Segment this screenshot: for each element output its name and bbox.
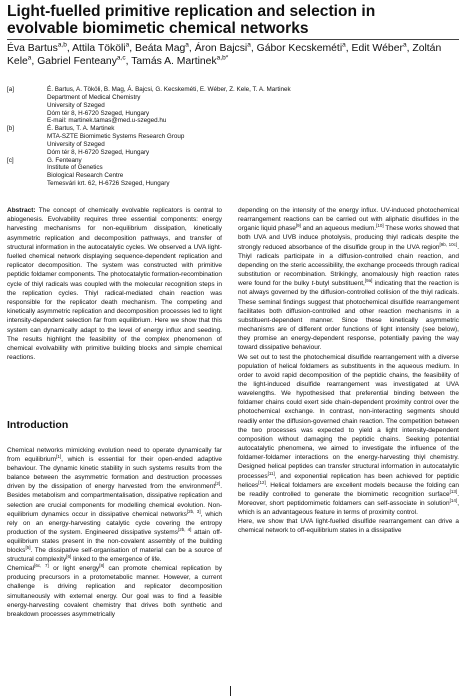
page-number-mark [230, 686, 231, 696]
paragraph: Chemical networks mimicking evolution need to operate dynamically far from equilibrium[1], which is essential for their open-ended adaptive behaviour. The dynamic kinetic stability in such systems results from the balance between the asymmetric formation and destruction processes driven by the dissipation of energy harvested from the environment[2]. Besides metabolism and compartmentalisation, dissipative replication and selection are crucial components for modelling chemical evolution. Non-equilibrium dynamics occur in dissipative chemical networks[2b, 3], which rely on an energy-harvesting catalytic cycle covering the entropy production of the system. Engineered dissipative systems[2b, 4] attain off-equilibrium states present in the non-covalent assembly of the building blocks[5]. The dissipative self-organisation of material can be a source of structural complexity[6] linked to the emergence of life. [7, 447, 223, 564]
citation-ref: [2b, 3] [186, 508, 201, 514]
citation-ref: [6c, 7] [34, 563, 49, 569]
author-affiliation-mark: a [247, 41, 251, 49]
author-affiliation-mark: a,c [116, 54, 126, 62]
citation-ref: [6] [66, 553, 72, 559]
affiliation-line: Dóm tér 8, H-6720 Szeged, Hungary [47, 109, 150, 117]
citation-ref: [9b, 10c] [439, 241, 458, 247]
affiliation-line: Department of Medical Chemistry [47, 93, 141, 101]
paper-title: Light-fuelled primitive replication and selection in evolvable biomimetic chemical networks [7, 3, 376, 37]
author-name: Attila Tököli [72, 43, 126, 54]
paragraph: Chemical[6c, 7] or light energy[8] can promote chemical replication by producing precursors in a protometabolic manner. However, a current challenge is driving replication and replicator decomposition simultaneously with external energy. Our goal was to find a feasible energy-harvesting covalent chemistry that drives both synthetic and breakdown processes asymmetrically [7, 563, 222, 618]
author-affiliation-mark: a [342, 41, 346, 49]
paragraph: Here, we show that UVA light-fuelled disulfide rearrangement can drive a chemical network to off-equilibrium states in a dissipative [238, 518, 459, 535]
author-affiliation-mark: a [402, 41, 407, 49]
affiliation-line: G. Fenteany [47, 156, 82, 164]
citation-ref: [2] [215, 481, 221, 487]
abstract-text: The concept of chemically evolvable replicators is central to abiogenesis. Evolvability requires three essential components: energy harvesting mechanisms for non-equilibrium dissipation, kinetically asymmetric replication and decomposition pathways, and transfer of structural information in the autocatalytic cycles. We observed a UVA light-fuelled chemical network displaying sequence-dependent replication and replicator decomposition. The system was constructed with primitive peptidic foldamer components. The photocatalytic formation-recombination cycle of thiyl radicals was coupled with the molecular recognition steps in the replication cycles. Thiyl radical-mediated chain reaction was responsible for the replicator death mechanism. The competing and kinetically asymmetric replication and decomposition processes led to light intensity-dependent selection far from equilibrium. Here we show that this system can dynamically adapt to the level of energy influx and seeding. The results highlight the feasibility of the complex phenomenon of chemical evolvability with primitive building blocks and simple chemical reactions. [7, 207, 222, 362]
paragraph: depending on the intensity of the energy influx. UV-induced photochemical rearrangement reactions can be carried out with aliphatic disulfides in the organic liquid phase[9] and an aqueous medium.[10] These works showed that both UVA and UVB induce photolysis, producing thiyl radicals despite the strongly reduced absorbance of the disulfide group in the UVA region[9b, 10c]. Thiyl radicals participate in a diffusion-controlled chain reaction, and depending on the steric accessibility, the exchange proceeds through radical substitution or recombination. Strikingly, anomalously high reaction rates were found for the bulky t-butyl substituent,[9a] indicating that the reaction is not always governed by the diffusion-controlled collision of the thiyl radicals. These seminal findings suggest that photochemical disulfide rearrangement facilitates both diffusion-controlled and other reaction mechanisms in a substituent-dependent manner. Since these kinetically asymmetric mechanisms are of different order functions of light intensity (see below), they promise an energy-dependent response, potentially paving the way toward dissipative behaviour. [238, 207, 459, 352]
affiliation-line: Institute of Genetics [47, 164, 103, 172]
citation-ref: [5] [25, 544, 31, 550]
author-name: Gabriel Fenteany [37, 56, 117, 68]
affiliation-line: E-mail: martinek.tamas@med.u-szeged.hu [47, 117, 167, 125]
affiliation-line: Dóm tér 8, H-6720 Szeged, Hungary [47, 148, 150, 156]
citation-ref: [2b, 4] [177, 526, 192, 532]
citation-ref: [10] [376, 223, 384, 229]
author-name: Edit Wéber [351, 43, 403, 54]
affiliation-line: É. Bartus, A. Tököli, B. Mag, Á. Bajcsi, G. Kecskeméti, E. Wéber, Z. Kele, T. A. Martinek [47, 86, 291, 93]
citation-ref: [13] [449, 488, 458, 494]
affiliation-line: Temesvári krt. 62, H-6726 Szeged, Hungary [47, 180, 170, 188]
author-affiliation-mark: a [185, 41, 189, 49]
affiliation-line: Biological Research Centre [47, 172, 124, 180]
author-affiliation-mark: a,b* [216, 54, 229, 62]
citation-ref: [14] [449, 497, 458, 503]
introduction-text [7, 446, 222, 619]
affiliation-tag: [b] [7, 125, 15, 133]
affiliation-line: University of Szeged [47, 140, 105, 148]
citation-ref: [9a] [364, 278, 373, 284]
title-divider [7, 39, 459, 40]
author-affiliation-mark: a [125, 41, 130, 49]
author-name: Áron Bajcsi [194, 43, 248, 54]
citation-ref: [1] [56, 453, 62, 459]
affiliations-block [7, 86, 459, 188]
author-name: Beáta Mag [135, 43, 186, 54]
author-name: Tamás A. Martinek [131, 56, 217, 68]
author-name: Zoltán Kele [7, 43, 442, 68]
affiliation-entry [7, 86, 459, 125]
affiliation-entry [7, 157, 459, 188]
abstract-label: Abstract: [7, 207, 36, 214]
affiliation-entry [7, 125, 459, 156]
author-name: Gábor Kecskeméti [256, 43, 343, 54]
affiliation-line: É. Bartus, T. A. Martinek [47, 125, 115, 133]
section-heading-introduction: Introduction [7, 419, 69, 431]
affiliation-tag: [a] [7, 86, 15, 93]
affiliation-line: MTA-SZTE Biomimetic Systems Research Group [47, 133, 185, 141]
citation-ref: [9] [295, 223, 301, 229]
citation-ref: [11] [267, 470, 275, 476]
right-column-text [238, 206, 459, 536]
author-affiliation-mark: a [27, 54, 32, 62]
affiliation-tag: [c] [7, 156, 14, 164]
author-list: Éva Bartus$^{a,b}$, Attila Tököli$^a$, Beáta Mag$^a$, Áron Bajcsi$^a$, Gábor Kecskeméti$^a$, Edit Wéber$^a$, Zoltán Kele$^a$, Gabriel Fenteany$^{a,c}$, Tamás A. Martinek$^{a,b*}$ [7, 41, 442, 68]
author-affiliation-mark: a,b [57, 41, 67, 49]
citation-ref: [8] [99, 563, 105, 569]
abstract [7, 206, 222, 362]
paragraph: We set out to test the photochemical disulfide rearrangement with a diverse population of helical foldamers as substituents in the aqueous medium. In order to avoid rapid decomposition of the peptidic chains, the feasibility of the light-induced disulfide rearrangement was investigated at UVA wavelengths. We hypothesised that preferential binding between the foldamer chains could exert side chain-dependent proximity control over the photochemical exchange. In contrast, non-interacting segments should readily enter the diffusion-governed chain reaction. The competition between the two processes was expected to yield a light intensity-dependent composition without damaging the peptidic chains. Seeking potential autocatalytic phenomena, we aimed to investigate the influence of the foldamer-foldamer interactions on the energy-harvesting thiyl chemistry. Designed helical peptides can transfer structural information in autocatalytic processes[11], and exponential replication has been achieved for peptidic helices[12]. Helical foldamers are excellent models because the folding can be readily controlled to generate the biomimetic recognition surface[13]. Moreover, short peptidomimetic foldamers can self-associate in solution[14], which is an advantageous feature in terms of proximity control. [238, 353, 459, 517]
affiliation-line: University of Szeged [47, 101, 105, 109]
italic-text: t [311, 280, 314, 288]
author-name: Éva Bartus [7, 43, 58, 54]
citation-ref: [12] [258, 479, 266, 485]
